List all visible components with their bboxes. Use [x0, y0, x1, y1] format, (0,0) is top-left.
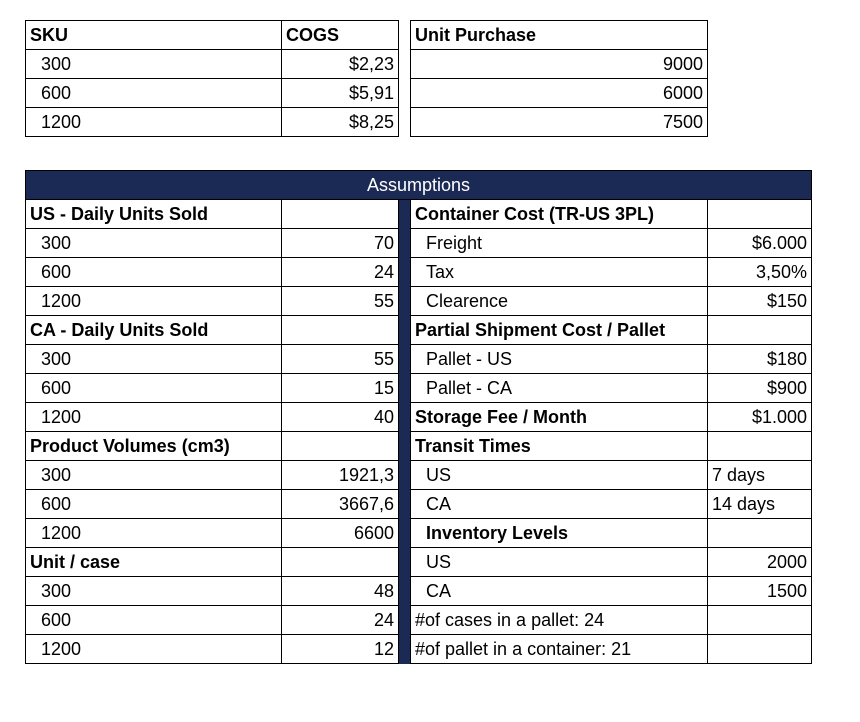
column-divider [399, 519, 411, 548]
column-divider [399, 345, 411, 374]
sku-cell: 300 [26, 50, 282, 79]
assumption-row [26, 548, 812, 577]
sku-cell: 1200 [26, 108, 282, 137]
left-label: 300 [26, 461, 282, 490]
table-row [411, 50, 708, 79]
right-value: 1500 [708, 577, 812, 606]
right-value [708, 606, 812, 635]
left-value: 24 [282, 258, 399, 287]
right-label: Tax [411, 258, 708, 287]
left-label: 1200 [26, 635, 282, 664]
right-value: 7 days [708, 461, 812, 490]
left-label: 300 [26, 345, 282, 374]
assumption-row [26, 577, 812, 606]
right-label: US [411, 548, 708, 577]
right-label: Pallet - CA [411, 374, 708, 403]
column-divider [399, 229, 411, 258]
right-label: Partial Shipment Cost / Pallet [411, 316, 708, 345]
right-label: US [411, 461, 708, 490]
assumption-row [26, 345, 812, 374]
left-label: CA - Daily Units Sold [26, 316, 282, 345]
left-value: 40 [282, 403, 399, 432]
column-divider [399, 374, 411, 403]
column-divider [399, 577, 411, 606]
right-label: Clearence [411, 287, 708, 316]
right-value: 3,50% [708, 258, 812, 287]
column-divider [399, 548, 411, 577]
right-label: Container Cost (TR-US 3PL) [411, 200, 708, 229]
right-value: $1.000 [708, 403, 812, 432]
left-value: 15 [282, 374, 399, 403]
assumption-row [26, 403, 812, 432]
left-label: Unit / case [26, 548, 282, 577]
right-label: Transit Times [411, 432, 708, 461]
assumption-row [26, 316, 812, 345]
left-label: 300 [26, 577, 282, 606]
left-label: 1200 [26, 287, 282, 316]
assumption-row [26, 519, 812, 548]
right-label: Inventory Levels [411, 519, 708, 548]
sku-cogs-table [25, 20, 399, 137]
column-divider [399, 258, 411, 287]
assumption-row [26, 635, 812, 664]
left-value [282, 200, 399, 229]
left-value: 48 [282, 577, 399, 606]
left-label: 1200 [26, 403, 282, 432]
cogs-header: COGS [282, 21, 399, 50]
assumption-row [26, 432, 812, 461]
left-value [282, 432, 399, 461]
table-row [411, 79, 708, 108]
left-value: 55 [282, 345, 399, 374]
cogs-cell: $5,91 [282, 79, 399, 108]
column-divider [399, 635, 411, 664]
left-value: 1921,3 [282, 461, 399, 490]
assumption-row [26, 287, 812, 316]
right-value: $6.000 [708, 229, 812, 258]
right-value: 2000 [708, 548, 812, 577]
table-row [26, 50, 399, 79]
column-divider [399, 287, 411, 316]
table-row [26, 79, 399, 108]
right-label: CA [411, 490, 708, 519]
left-label: 600 [26, 374, 282, 403]
right-value: $180 [708, 345, 812, 374]
left-label: 1200 [26, 519, 282, 548]
left-value [282, 548, 399, 577]
assumption-row [26, 374, 812, 403]
unit-purchase-table [410, 20, 708, 137]
sku-header: SKU [26, 21, 282, 50]
unit-purchase-cell: 9000 [411, 50, 708, 79]
cogs-cell: $2,23 [282, 50, 399, 79]
right-label: Pallet - US [411, 345, 708, 374]
right-value [708, 200, 812, 229]
assumption-row [26, 258, 812, 287]
column-divider [399, 490, 411, 519]
assumptions-table [25, 170, 812, 664]
table-row [26, 108, 399, 137]
assumption-row [26, 200, 812, 229]
column-divider [399, 606, 411, 635]
column-divider [399, 316, 411, 345]
left-value [282, 316, 399, 345]
column-divider [399, 200, 411, 229]
left-value: 24 [282, 606, 399, 635]
assumption-row [26, 229, 812, 258]
left-value: 55 [282, 287, 399, 316]
left-value: 12 [282, 635, 399, 664]
left-label: 300 [26, 229, 282, 258]
unit-purchase-cell: 7500 [411, 108, 708, 137]
right-value [708, 432, 812, 461]
assumptions-title: Assumptions [26, 171, 812, 200]
right-label: #of cases in a pallet: 24 [411, 606, 708, 635]
assumption-row [26, 490, 812, 519]
left-value: 6600 [282, 519, 399, 548]
left-value: 3667,6 [282, 490, 399, 519]
unit-purchase-header: Unit Purchase [411, 21, 708, 50]
right-value [708, 635, 812, 664]
sku-cell: 600 [26, 79, 282, 108]
left-label: US - Daily Units Sold [26, 200, 282, 229]
unit-purchase-cell: 6000 [411, 79, 708, 108]
table-row [411, 108, 708, 137]
right-value [708, 316, 812, 345]
column-divider [399, 461, 411, 490]
right-value [708, 519, 812, 548]
right-label: CA [411, 577, 708, 606]
right-label: Storage Fee / Month [411, 403, 708, 432]
assumption-row [26, 606, 812, 635]
right-value: $900 [708, 374, 812, 403]
left-value: 70 [282, 229, 399, 258]
column-divider [399, 403, 411, 432]
right-label: #of pallet in a container: 21 [411, 635, 708, 664]
left-label: 600 [26, 606, 282, 635]
column-divider [399, 432, 411, 461]
right-value: $150 [708, 287, 812, 316]
cogs-cell: $8,25 [282, 108, 399, 137]
left-label: Product Volumes (cm3) [26, 432, 282, 461]
left-label: 600 [26, 490, 282, 519]
left-label: 600 [26, 258, 282, 287]
assumption-row [26, 461, 812, 490]
right-label: Freight [411, 229, 708, 258]
right-value: 14 days [708, 490, 812, 519]
